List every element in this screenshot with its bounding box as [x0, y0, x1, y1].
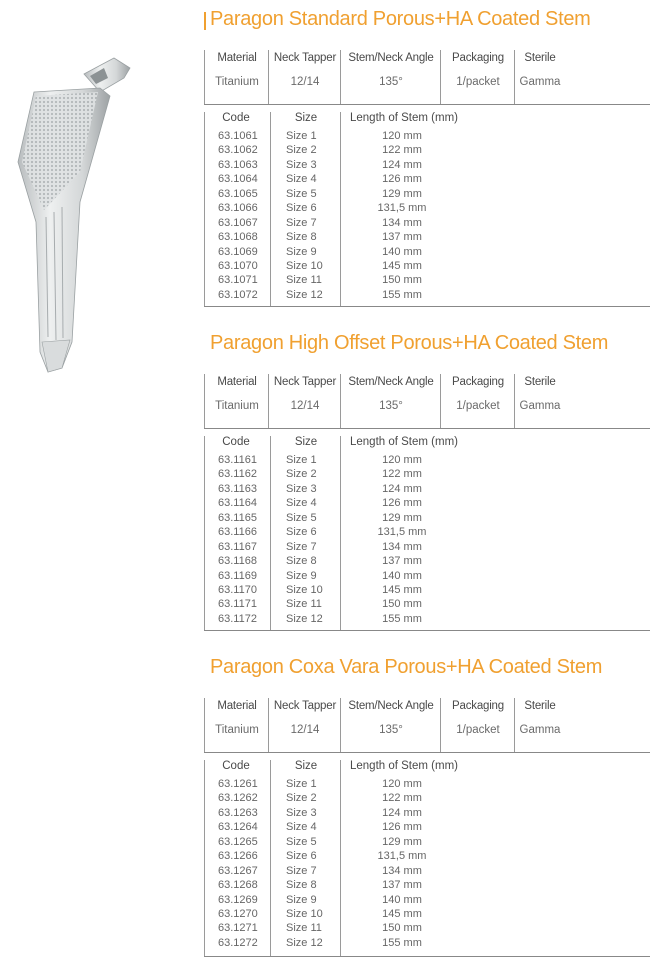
column-divider — [514, 50, 515, 104]
header-material: Material — [217, 376, 257, 388]
header-material: Material — [217, 700, 257, 712]
value-angle: 135° — [379, 76, 403, 88]
header-angle: Stem/Neck Angle — [348, 700, 434, 712]
header-packaging: Packaging — [452, 376, 504, 388]
table-row: 63.1264 Size 4 126 mm — [218, 821, 422, 834]
header-neck-tapper: Neck Tapper — [273, 700, 337, 712]
table-row: 63.1072 Size 12 155 mm — [218, 288, 422, 301]
value-neck-tapper: 12/14 — [290, 76, 320, 88]
table-row: 63.1271 Size 11 150 mm — [218, 922, 422, 935]
header-length: Length of Stem (mm) — [349, 760, 458, 772]
header-neck-tapper: Neck Tapper — [273, 376, 337, 388]
table-row: 63.1161 Size 1 120 mm — [218, 454, 422, 466]
table-row: 63.1172 Size 12 155 mm — [218, 612, 422, 625]
value-material: Titanium — [215, 76, 259, 88]
header-packaging: Packaging — [452, 52, 504, 64]
column-divider — [268, 698, 269, 752]
table-row: 63.1163 Size 3 124 mm — [218, 482, 422, 495]
column-divider — [204, 374, 205, 428]
table-row: 63.1063 Size 3 124 mm — [218, 158, 422, 171]
column-divider — [268, 50, 269, 104]
header-size: Size — [294, 112, 318, 124]
column-divider — [514, 698, 515, 752]
table-row: 63.1165 Size 5 129 mm — [218, 511, 422, 524]
column-divider — [268, 374, 269, 428]
header-length: Length of Stem (mm) — [349, 436, 458, 448]
column-divider — [440, 698, 441, 752]
value-sterile: Gamma — [519, 724, 561, 736]
column-divider — [204, 50, 205, 104]
value-neck-tapper: 12/14 — [290, 724, 320, 736]
header-angle: Stem/Neck Angle — [348, 376, 434, 388]
hip-stem-implant-image — [14, 52, 134, 382]
title-accent-bar — [204, 12, 206, 30]
table-row: 63.1064 Size 4 126 mm — [218, 173, 422, 186]
table-row: 63.1166 Size 6 131,5 mm — [218, 526, 427, 539]
table-row: 63.1071 Size 11 150 mm — [218, 274, 422, 287]
table-row: 63.1267 Size 7 134 mm — [218, 864, 422, 877]
table-row: 63.1265 Size 5 129 mm — [218, 835, 422, 848]
divider-line — [204, 306, 650, 307]
header-code: Code — [222, 760, 250, 772]
value-packaging: 1/packet — [456, 76, 500, 88]
table-row: 63.1062 Size 2 122 mm — [218, 144, 422, 157]
header-sterile: Sterile — [524, 376, 556, 388]
value-sterile: Gamma — [519, 400, 561, 412]
product-section-standard — [204, 8, 650, 310]
table-row: 63.1066 Size 6 131,5 mm — [218, 202, 427, 215]
value-angle: 135° — [379, 724, 403, 736]
header-size: Size — [294, 436, 318, 448]
table-row: 63.1262 Size 2 122 mm — [218, 792, 422, 805]
value-neck-tapper: 12/14 — [290, 400, 320, 412]
column-divider — [340, 698, 341, 752]
table-row: 63.1164 Size 4 126 mm — [218, 497, 422, 510]
spec-value-row — [204, 724, 650, 744]
table-row: 63.1162 Size 2 122 mm — [218, 468, 422, 481]
section-title: Paragon Coxa Vara Porous+HA Coated Stem — [210, 656, 603, 678]
table-row: 63.1169 Size 9 140 mm — [218, 569, 422, 582]
value-packaging: 1/packet — [456, 400, 500, 412]
column-divider — [204, 698, 205, 752]
product-section-coxa-vara — [204, 656, 650, 960]
header-code: Code — [222, 436, 250, 448]
header-neck-tapper: Neck Tapper — [273, 52, 337, 64]
column-divider — [440, 374, 441, 428]
column-divider — [514, 374, 515, 428]
table-row: 63.1269 Size 9 140 mm — [218, 893, 422, 906]
header-sterile: Sterile — [524, 52, 556, 64]
header-sterile: Sterile — [524, 700, 556, 712]
spec-header-row — [204, 52, 650, 72]
divider-line — [204, 752, 650, 753]
column-divider — [440, 50, 441, 104]
divider-line — [204, 630, 650, 631]
table-row: 63.1167 Size 7 134 mm — [218, 540, 422, 553]
value-packaging: 1/packet — [456, 724, 500, 736]
table-row: 63.1171 Size 11 150 mm — [218, 598, 422, 611]
section-title: Paragon High Offset Porous+HA Coated Stem — [210, 332, 609, 354]
header-size: Size — [294, 760, 318, 772]
value-angle: 135° — [379, 400, 403, 412]
value-material: Titanium — [215, 724, 259, 736]
header-code: Code — [222, 112, 250, 124]
table-row: 63.1168 Size 8 137 mm — [218, 555, 422, 568]
table-row: 63.1272 Size 12 155 mm — [218, 936, 422, 949]
header-length: Length of Stem (mm) — [349, 112, 458, 124]
header-packaging: Packaging — [452, 700, 504, 712]
column-divider — [340, 374, 341, 428]
value-sterile: Gamma — [519, 76, 561, 88]
table-row: 63.1270 Size 10 145 mm — [218, 907, 422, 920]
header-angle: Stem/Neck Angle — [348, 52, 434, 64]
value-material: Titanium — [215, 400, 259, 412]
spec-value-row — [204, 400, 650, 420]
table-row: 63.1268 Size 8 137 mm — [218, 879, 422, 892]
table-row: 63.1061 Size 1 120 mm — [218, 130, 422, 142]
table-row: 63.1067 Size 7 134 mm — [218, 216, 422, 229]
table-row: 63.1263 Size 3 124 mm — [218, 806, 422, 819]
header-material: Material — [217, 52, 257, 64]
code-rows — [204, 130, 504, 303]
code-rows — [204, 454, 504, 627]
divider-line — [204, 428, 650, 429]
table-row: 63.1070 Size 10 145 mm — [218, 259, 422, 272]
code-rows — [204, 778, 504, 951]
divider-line — [204, 104, 650, 105]
spec-header-row — [204, 700, 650, 720]
divider-line — [204, 956, 650, 957]
table-row: 63.1170 Size 10 145 mm — [218, 583, 422, 596]
product-section-high-offset — [204, 332, 650, 634]
spec-header-row — [204, 376, 650, 396]
table-row: 63.1261 Size 1 120 mm — [218, 778, 422, 790]
table-row: 63.1065 Size 5 129 mm — [218, 187, 422, 200]
section-title: Paragon Standard Porous+HA Coated Stem — [210, 8, 591, 30]
table-row: 63.1068 Size 8 137 mm — [218, 231, 422, 244]
column-divider — [340, 50, 341, 104]
table-row: 63.1069 Size 9 140 mm — [218, 245, 422, 258]
table-row: 63.1266 Size 6 131,5 mm — [218, 850, 427, 863]
spec-value-row — [204, 76, 650, 96]
